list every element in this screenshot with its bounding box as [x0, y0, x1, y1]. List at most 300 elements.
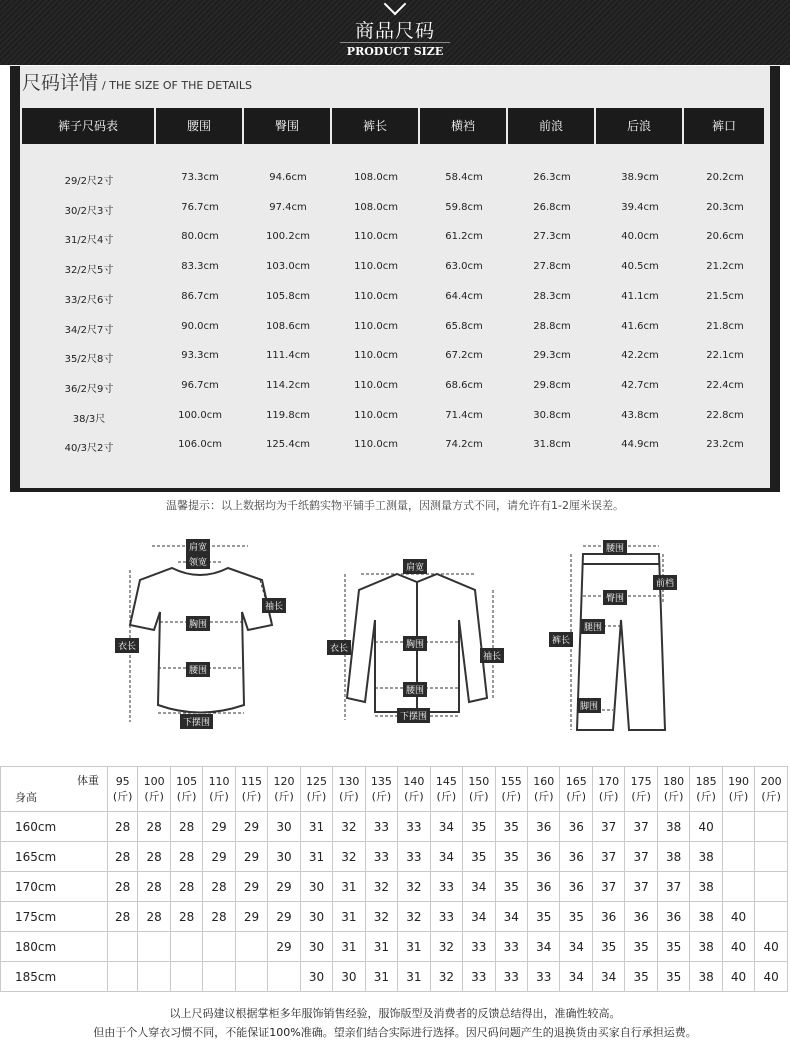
label-collar: 领宽 — [186, 554, 210, 569]
label-length: 衣长 — [327, 640, 351, 655]
size-cell: 31 — [300, 812, 332, 842]
weight-value: 110 — [208, 775, 230, 788]
table-cell: 110.0cm — [354, 290, 398, 302]
size-cell: 31 — [365, 962, 397, 992]
table-row — [1, 872, 788, 902]
size-cell: 36 — [528, 812, 560, 842]
weight-height-table — [0, 766, 788, 992]
size-cell: 31 — [333, 872, 365, 902]
weight-unit: (斤) — [598, 790, 619, 803]
table-row — [22, 202, 766, 217]
weight-value: 115 — [241, 775, 263, 788]
size-cell: 34 — [495, 902, 527, 932]
details-title-en: / THE SIZE OF THE DETAILS — [102, 79, 252, 92]
weight-header-cell — [463, 767, 495, 812]
table-cell: 30/2尺3寸 — [64, 205, 114, 217]
weight-header-cell — [398, 767, 430, 812]
table-row — [1, 842, 788, 872]
label-leg-opening: 脚围 — [577, 698, 601, 713]
height-axis-label: 身高 — [15, 791, 37, 804]
size-cell — [268, 962, 300, 992]
weight-header-cell — [722, 767, 754, 812]
size-cell: 37 — [592, 872, 624, 902]
table-cell: 94.6cm — [269, 172, 307, 183]
weight-value: 175 — [630, 775, 652, 788]
size-cell: 35 — [495, 812, 527, 842]
size-cell: 37 — [592, 842, 624, 872]
label-pants-length: 裤长 — [549, 632, 573, 647]
weight-value: 170 — [598, 775, 620, 788]
size-cell: 33 — [365, 812, 397, 842]
weight-value: 180 — [663, 775, 685, 788]
table-cell: 28.3cm — [533, 290, 571, 302]
header-title: 商品尺码 — [354, 20, 435, 42]
table-cell: 67.2cm — [445, 350, 483, 362]
table-cell: 65.8cm — [445, 320, 483, 332]
footer-line-2: 但由于个人穿衣习惯不同，不能保证100%准确。望亲们结合实际进行选择。因尺码问题产生的退换货由买家自行承担运费。 — [93, 1026, 697, 1039]
size-cell: 31 — [398, 962, 430, 992]
size-cell: 36 — [657, 902, 689, 932]
table-cell: 28.8cm — [533, 320, 571, 332]
size-cell — [138, 962, 170, 992]
size-cell: 33 — [398, 842, 430, 872]
tshirt-diagram — [110, 530, 290, 740]
label-waist: 腰围 — [186, 662, 210, 677]
weight-value: 105 — [176, 775, 198, 788]
table-cell: 38.9cm — [621, 172, 659, 183]
weight-unit: (斤) — [404, 790, 424, 803]
weight-value: 155 — [500, 775, 522, 788]
size-cell: 34 — [430, 812, 462, 842]
size-cell — [203, 962, 235, 992]
table-cell: 114.2cm — [266, 379, 310, 391]
label-front-rise: 前档 — [653, 575, 677, 590]
height-cell: 175cm — [1, 902, 108, 932]
size-cell: 40 — [755, 932, 788, 962]
size-cell — [722, 872, 754, 902]
label-chest: 胸围 — [403, 636, 427, 651]
size-cell: 35 — [625, 932, 657, 962]
weight-unit: (斤) — [566, 790, 587, 803]
table-cell: 22.4cm — [706, 379, 744, 391]
size-cell — [235, 962, 267, 992]
table-row — [22, 321, 766, 336]
column-header: 裤口 — [684, 108, 766, 144]
weight-value: 130 — [338, 775, 360, 788]
size-cell: 28 — [138, 812, 170, 842]
weight-unit: (斤) — [176, 790, 197, 803]
size-cell: 40 — [722, 962, 754, 992]
size-cell: 30 — [333, 962, 365, 992]
pants-diagram — [545, 530, 695, 740]
weight-header-cell — [333, 767, 365, 812]
shirt-diagram — [325, 530, 510, 730]
weight-unit: (斤) — [371, 790, 392, 803]
height-cell: 160cm — [1, 812, 108, 842]
weight-value: 160 — [533, 775, 555, 788]
table-cell: 73.3cm — [181, 172, 219, 183]
weight-value: 95 — [115, 775, 130, 788]
table-cell: 119.8cm — [266, 409, 310, 421]
label-waist: 腰围 — [603, 540, 627, 555]
weight-unit: (斤) — [761, 790, 781, 803]
column-header: 前浪 — [508, 108, 596, 144]
size-cell: 38 — [690, 932, 722, 962]
table-cell: 108.0cm — [354, 172, 398, 183]
chevron-down-icon — [384, 0, 407, 15]
label-waist: 腰围 — [403, 682, 427, 697]
table-row — [1, 932, 788, 962]
size-cell: 36 — [560, 812, 592, 842]
label-sleeve: 袖长 — [480, 648, 504, 663]
weight-unit: (斤) — [144, 790, 164, 803]
table-cell: 110.0cm — [354, 350, 398, 362]
table-cell: 42.2cm — [621, 350, 659, 362]
table-cell: 33/2尺6寸 — [64, 294, 114, 306]
table-cell: 110.0cm — [354, 379, 398, 391]
table-cell: 27.3cm — [533, 231, 571, 243]
weight-unit: (斤) — [436, 790, 457, 803]
size-cell: 29 — [268, 872, 300, 902]
size-cell: 30 — [300, 932, 332, 962]
table-cell: 31/2尺4寸 — [64, 235, 114, 247]
table-cell: 96.7cm — [181, 379, 219, 391]
weight-unit: (斤) — [663, 790, 684, 803]
size-cell: 33 — [398, 812, 430, 842]
size-cell: 30 — [300, 962, 332, 992]
size-cell: 29 — [203, 812, 235, 842]
table-cell: 27.8cm — [533, 261, 571, 273]
table-cell: 40.0cm — [621, 231, 659, 243]
weight-header-cell — [365, 767, 397, 812]
size-cell: 28 — [138, 842, 170, 872]
size-cell: 34 — [528, 932, 560, 962]
size-cell: 40 — [722, 902, 754, 932]
height-cell: 170cm — [1, 872, 108, 902]
table-cell: 125.4cm — [266, 439, 310, 451]
weight-value: 190 — [728, 775, 750, 788]
table-cell: 21.8cm — [706, 320, 744, 332]
size-cell: 32 — [398, 872, 430, 902]
size-cell: 35 — [495, 872, 527, 902]
size-cell: 30 — [300, 872, 332, 902]
size-cell: 33 — [495, 962, 527, 992]
size-cell: 32 — [430, 932, 462, 962]
size-cell: 28 — [138, 872, 170, 902]
table-cell: 41.6cm — [621, 320, 659, 332]
table-cell: 110.0cm — [354, 320, 398, 332]
size-cell — [722, 842, 754, 872]
size-cell: 28 — [138, 902, 170, 932]
table-cell: 100.2cm — [266, 231, 310, 243]
table-cell: 80.0cm — [181, 231, 219, 243]
table-cell: 20.6cm — [706, 231, 744, 243]
size-cell: 35 — [657, 962, 689, 992]
weight-unit: (斤) — [306, 790, 327, 803]
height-cell: 165cm — [1, 842, 108, 872]
size-cell: 38 — [657, 812, 689, 842]
size-cell: 29 — [235, 842, 267, 872]
size-cell: 34 — [430, 842, 462, 872]
table-row — [22, 350, 766, 365]
table-cell: 43.8cm — [621, 409, 659, 421]
table-row — [22, 172, 766, 187]
table-cell: 20.3cm — [706, 201, 744, 213]
table-cell: 68.6cm — [445, 379, 483, 391]
details-title — [22, 68, 252, 95]
size-cell: 37 — [625, 872, 657, 902]
table-cell: 110.0cm — [354, 261, 398, 273]
size-cell: 30 — [268, 842, 300, 872]
table-cell: 30.8cm — [533, 409, 571, 421]
table-cell: 90.0cm — [181, 320, 219, 332]
table-row — [22, 410, 766, 425]
size-cell — [755, 842, 788, 872]
size-cell: 32 — [430, 962, 462, 992]
label-hem: 下摆围 — [180, 714, 213, 729]
size-cell: 37 — [625, 842, 657, 872]
size-cell: 35 — [657, 932, 689, 962]
table-cell: 108.0cm — [354, 201, 398, 213]
size-cell: 35 — [463, 842, 495, 872]
weight-value: 145 — [435, 775, 457, 788]
column-header: 裤子尺码表 — [22, 108, 156, 144]
size-cell: 34 — [463, 872, 495, 902]
size-cell: 29 — [235, 902, 267, 932]
footer-line-1: 以上尺码建议根据掌柜多年服饰销售经验，服饰版型及消费者的反馈总结得出，准确性较高。 — [169, 1007, 621, 1020]
weight-header-cell — [625, 767, 657, 812]
size-cell: 29 — [235, 872, 267, 902]
table-cell: 40.5cm — [621, 261, 659, 273]
weight-header-cell — [170, 767, 202, 812]
table-cell: 26.3cm — [533, 172, 571, 183]
table-cell: 22.8cm — [706, 409, 744, 421]
header-subtitle: PRODUCT SIZE — [346, 45, 444, 58]
size-cell: 35 — [495, 842, 527, 872]
weight-unit: (斤) — [469, 790, 489, 803]
size-cell: 36 — [528, 842, 560, 872]
table-cell: 42.7cm — [621, 379, 659, 391]
weight-header-cell — [235, 767, 267, 812]
weight-value: 125 — [305, 775, 327, 788]
size-table-header — [22, 108, 766, 144]
size-cell — [170, 932, 202, 962]
size-cell: 31 — [365, 932, 397, 962]
size-cell: 33 — [365, 842, 397, 872]
weight-value: 150 — [468, 775, 490, 788]
weight-value: 135 — [370, 775, 392, 788]
weight-unit: (斤) — [501, 790, 522, 803]
header-banner — [0, 0, 790, 65]
label-hem: 下摆围 — [397, 708, 430, 723]
size-cell: 35 — [625, 962, 657, 992]
size-cell: 34 — [560, 932, 592, 962]
weight-unit: (斤) — [533, 790, 554, 803]
table-cell: 31.8cm — [533, 439, 571, 451]
table-cell: 21.2cm — [706, 261, 744, 273]
table-cell: 103.0cm — [266, 261, 310, 273]
table-cell: 100.0cm — [178, 409, 222, 421]
size-cell: 28 — [170, 812, 202, 842]
weight-header-cell — [108, 767, 138, 812]
weight-value: 100 — [143, 775, 165, 788]
weight-value: 140 — [403, 775, 425, 788]
size-cell: 40 — [690, 812, 722, 842]
size-cell: 31 — [398, 932, 430, 962]
table-row — [22, 380, 766, 395]
table-cell: 63.0cm — [445, 261, 483, 273]
table-cell: 110.0cm — [354, 409, 398, 421]
weight-value: 200 — [760, 775, 782, 788]
size-cell: 36 — [625, 902, 657, 932]
size-cell — [108, 962, 138, 992]
table-cell: 38/3尺 — [72, 413, 106, 425]
weight-header-cell — [657, 767, 689, 812]
table-cell: 64.4cm — [445, 290, 483, 302]
size-cell — [755, 902, 788, 932]
column-header: 横裆 — [420, 108, 508, 144]
table-cell: 86.7cm — [181, 290, 219, 302]
table-cell: 35/2尺8寸 — [64, 354, 114, 366]
table-row — [22, 439, 766, 454]
size-cell: 29 — [235, 812, 267, 842]
weight-header-row — [1, 767, 788, 812]
table-cell: 39.4cm — [621, 201, 659, 213]
table-row — [22, 231, 766, 246]
size-cell: 34 — [592, 962, 624, 992]
weight-unit: (斤) — [728, 790, 749, 803]
table-cell: 41.1cm — [621, 290, 659, 302]
table-cell: 105.8cm — [266, 290, 310, 302]
table-cell: 74.2cm — [445, 439, 483, 451]
size-cell: 28 — [108, 902, 138, 932]
size-cell: 37 — [625, 812, 657, 842]
table-cell: 40/3尺2寸 — [64, 443, 114, 455]
size-cell: 28 — [108, 842, 138, 872]
size-cell — [755, 812, 788, 842]
size-cell: 34 — [560, 962, 592, 992]
size-cell: 28 — [170, 902, 202, 932]
size-cell: 33 — [430, 872, 462, 902]
weight-header-cell — [528, 767, 560, 812]
weight-value: 120 — [273, 775, 295, 788]
weight-unit: (斤) — [241, 790, 262, 803]
table-cell: 71.4cm — [445, 409, 483, 421]
size-cell: 33 — [528, 962, 560, 992]
table-cell: 58.4cm — [445, 172, 483, 183]
weight-header-cell — [690, 767, 722, 812]
size-cell: 38 — [690, 872, 722, 902]
size-cell: 36 — [560, 872, 592, 902]
table-cell: 110.0cm — [354, 439, 398, 451]
size-cell: 30 — [268, 812, 300, 842]
size-cell: 29 — [268, 902, 300, 932]
weight-axis-label: 体重 — [77, 774, 99, 787]
size-cell: 32 — [365, 872, 397, 902]
size-cell — [722, 812, 754, 842]
size-cell: 37 — [592, 812, 624, 842]
weight-header-cell — [495, 767, 527, 812]
size-cell: 36 — [560, 842, 592, 872]
weight-header-cell — [430, 767, 462, 812]
weight-unit: (斤) — [274, 790, 294, 803]
table-row — [22, 291, 766, 306]
size-cell — [170, 962, 202, 992]
table-cell: 111.4cm — [266, 350, 310, 362]
table-cell: 21.5cm — [706, 290, 744, 302]
table-cell: 61.2cm — [445, 231, 483, 243]
table-cell: 29/2尺2寸 — [64, 176, 114, 187]
weight-header-cell — [138, 767, 170, 812]
size-cell: 35 — [463, 812, 495, 842]
table-cell: 23.2cm — [706, 439, 744, 451]
size-cell: 29 — [268, 932, 300, 962]
label-chest: 胸围 — [186, 616, 210, 631]
size-cell: 28 — [203, 902, 235, 932]
label-sleeve: 袖长 — [262, 598, 286, 613]
size-cell: 28 — [170, 872, 202, 902]
table-cell: 106.0cm — [178, 439, 222, 451]
table-cell: 26.8cm — [533, 201, 571, 213]
size-cell: 36 — [528, 872, 560, 902]
column-header: 裤长 — [332, 108, 420, 144]
height-cell: 185cm — [1, 962, 108, 992]
size-cell: 40 — [755, 962, 788, 992]
weight-unit: (斤) — [339, 790, 359, 803]
weight-unit: (斤) — [112, 790, 133, 803]
size-cell: 35 — [528, 902, 560, 932]
weight-header-cell — [592, 767, 624, 812]
size-cell: 32 — [398, 902, 430, 932]
size-cell: 31 — [300, 842, 332, 872]
size-cell: 38 — [657, 842, 689, 872]
table-cell: 59.8cm — [445, 201, 483, 213]
weight-unit: (斤) — [209, 790, 229, 803]
table-cell: 29.8cm — [533, 379, 571, 391]
size-cell: 35 — [592, 932, 624, 962]
size-cell: 28 — [108, 812, 138, 842]
size-cell — [235, 932, 267, 962]
table-cell: 108.6cm — [266, 320, 310, 332]
size-cell: 32 — [333, 812, 365, 842]
label-length: 衣长 — [115, 638, 139, 653]
header-divider — [340, 42, 450, 43]
table-cell: 20.2cm — [706, 172, 744, 183]
size-cell: 31 — [333, 902, 365, 932]
table-cell: 44.9cm — [621, 439, 659, 451]
size-cell: 40 — [722, 932, 754, 962]
size-cell — [755, 872, 788, 902]
size-cell: 35 — [560, 902, 592, 932]
weight-value: 185 — [695, 775, 717, 788]
weight-value: 165 — [565, 775, 587, 788]
table-row — [1, 962, 788, 992]
column-header: 腰围 — [156, 108, 244, 144]
size-cell: 32 — [333, 842, 365, 872]
size-cell: 33 — [495, 932, 527, 962]
label-shoulder: 肩宽 — [403, 559, 427, 574]
table-row — [1, 902, 788, 932]
column-header: 后浪 — [596, 108, 684, 144]
table-cell: 97.4cm — [269, 201, 307, 213]
table-row — [22, 261, 766, 276]
weight-unit: (斤) — [696, 790, 716, 803]
weight-header-cell — [560, 767, 592, 812]
weight-unit: (斤) — [631, 790, 651, 803]
size-cell: 33 — [463, 962, 495, 992]
weight-header-cell — [268, 767, 300, 812]
size-cell: 31 — [333, 932, 365, 962]
